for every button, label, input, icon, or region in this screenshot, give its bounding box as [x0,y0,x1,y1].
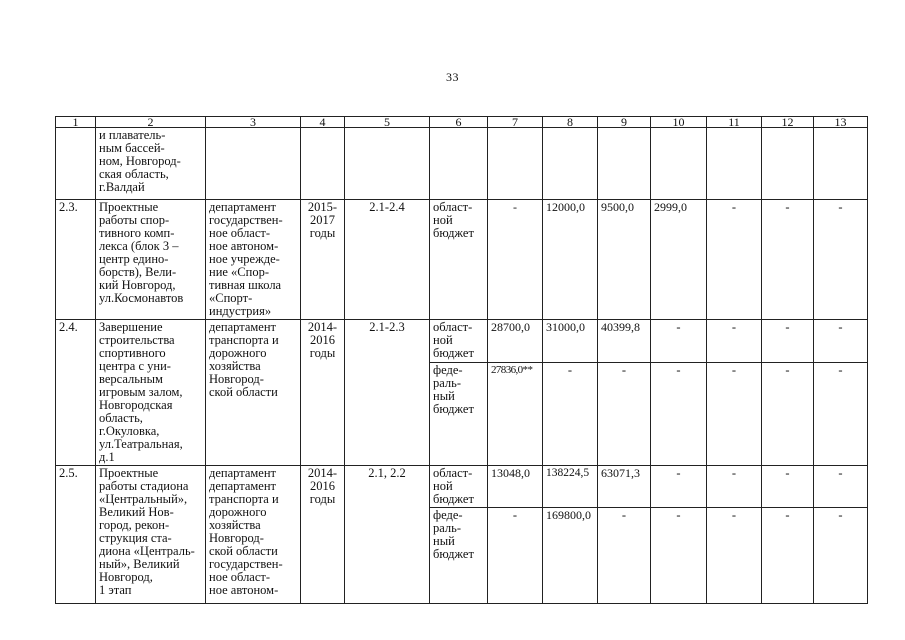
table-row [56,128,868,200]
period: 2015- 2017 годы [301,200,345,320]
funding-source [430,128,488,200]
col-header-6: 6 [430,117,488,128]
value-11: - [707,200,762,320]
tasks: 2.1-2.4 [345,200,430,320]
executor: департамент транспорта и дорожного хозяйства Новгород- ской области [206,320,301,466]
value-9: 63071,3 [598,466,651,508]
value-8: 138224,5 [543,466,598,508]
value-10: - [651,320,707,363]
row-number: 2.3. [56,200,96,320]
col-header-8: 8 [543,117,598,128]
col-header-1: 1 [56,117,96,128]
value-7: - [488,508,543,604]
value-12 [762,128,814,200]
value-9: 40399,8 [598,320,651,363]
value-7: 28700,0 [488,320,543,363]
col-header-10: 10 [651,117,707,128]
object-name: Проектные работы спор- тивного комп- лекса (блок 3 – центр едино- борств), Вели- кий Новгород, ул.Космонавтов [96,200,206,320]
value-12: - [762,508,814,604]
col-header-9: 9 [598,117,651,128]
value-9: - [598,508,651,604]
value-10 [651,128,707,200]
col-header-2: 2 [96,117,206,128]
tasks [345,128,430,200]
value-7: 27836,0** [488,362,543,465]
executor: департамент департамент транспорта и дорожного хозяйства Новгород- ской области государствен- ное област- ное автоном- [206,466,301,604]
value-12: - [762,320,814,363]
value-10: 2999,0 [651,200,707,320]
col-header-7: 7 [488,117,543,128]
col-header-13: 13 [814,117,868,128]
value-12: - [762,362,814,465]
value-13 [814,128,868,200]
value-13: - [814,200,868,320]
value-8: 31000,0 [543,320,598,363]
header-row [56,117,868,128]
table-row [56,320,868,363]
value-7: 13048,0 [488,466,543,508]
table-row [56,466,868,508]
value-13: - [814,466,868,508]
row-number: 2.5. [56,466,96,604]
funding-source: област- ной бюджет [430,466,488,508]
row-number [56,128,96,200]
value-8: - [543,362,598,465]
value-9: - [598,362,651,465]
period: 2014- 2016 годы [301,466,345,604]
col-header-3: 3 [206,117,301,128]
table-row [56,200,868,320]
value-8: 169800,0 [543,508,598,604]
col-header-4: 4 [301,117,345,128]
value-13: - [814,362,868,465]
value-8: 12000,0 [543,200,598,320]
col-header-11: 11 [707,117,762,128]
value-11: - [707,320,762,363]
executor [206,128,301,200]
value-10: - [651,466,707,508]
object-name: Завершение строительства спортивного центра с уни- версальным игровым залом, Новгородская область, г.Окуловка, ул.Театральная, д.1 [96,320,206,466]
program-table [55,116,868,604]
funding-source: феде- раль- ный бюджет [430,508,488,604]
value-11: - [707,508,762,604]
value-11 [707,128,762,200]
object-name: и плаватель- ным бассей- ном, Новгород- ская область, г.Валдай [96,128,206,200]
value-9 [598,128,651,200]
value-13: - [814,508,868,604]
value-12: - [762,200,814,320]
value-10: - [651,362,707,465]
tasks: 2.1, 2.2 [345,466,430,604]
period [301,128,345,200]
value-11: - [707,362,762,465]
value-9: 9500,0 [598,200,651,320]
page-number: 33 [446,70,459,84]
funding-source: област- ной бюджет [430,320,488,363]
funding-source: област- ной бюджет [430,200,488,320]
value-11: - [707,466,762,508]
col-header-12: 12 [762,117,814,128]
row-number: 2.4. [56,320,96,466]
value-12: - [762,466,814,508]
funding-source: феде- раль- ный бюджет [430,362,488,465]
value-10: - [651,508,707,604]
value-13: - [814,320,868,363]
executor: департамент государствен- ное област- ное автоном- ное учрежде- ние «Спор- тивная школа «Спорт- индустрия» [206,200,301,320]
value-7: - [488,200,543,320]
col-header-5: 5 [345,117,430,128]
object-name: Проектные работы стадиона «Центральный», Великий Нов- город, рекон- струкция ста- диона «Централь- ный», Великий Новгород, 1 этап [96,466,206,604]
tasks: 2.1-2.3 [345,320,430,466]
value-8 [543,128,598,200]
value-7 [488,128,543,200]
period: 2014- 2016 годы [301,320,345,466]
